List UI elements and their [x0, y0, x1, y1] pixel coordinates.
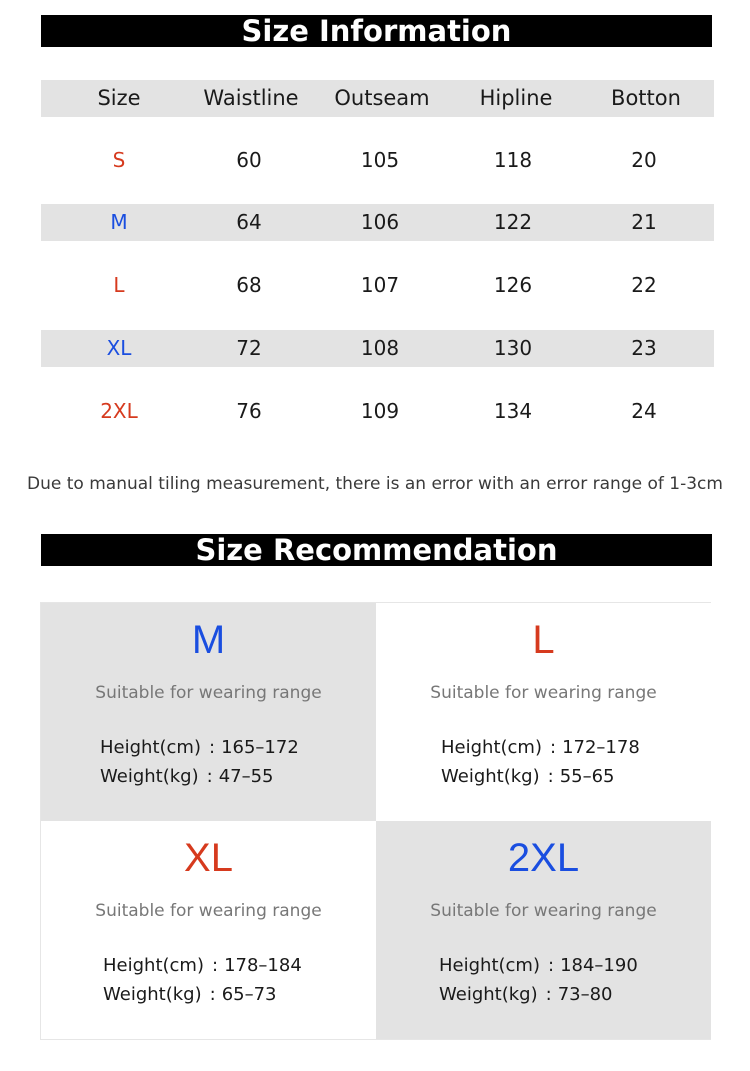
- height-value: 178–184: [224, 955, 302, 976]
- weight-range: [439, 984, 613, 1005]
- weight-range: [100, 766, 274, 787]
- waistline-cell: 72: [236, 336, 262, 360]
- waistline-cell: 68: [236, 273, 262, 297]
- weight-value: 47–55: [218, 766, 274, 787]
- card-size-label: 2XL: [507, 836, 580, 880]
- height-range: [103, 955, 302, 976]
- hipline-cell: 118: [493, 148, 533, 172]
- weight-range: [103, 984, 277, 1005]
- size-cell: L: [113, 273, 125, 297]
- recommendation-card-2xl: [376, 821, 711, 1039]
- card-subtitle: Suitable for wearing range: [430, 683, 657, 703]
- column-header-botton: Botton: [611, 86, 681, 110]
- hipline-cell: 122: [493, 210, 533, 234]
- weight-label: Weight(kg): [441, 766, 540, 787]
- botton-cell: 20: [631, 148, 657, 172]
- card-subtitle: Suitable for wearing range: [95, 683, 322, 703]
- size-information-title: Size Information: [241, 14, 512, 48]
- measurement-note: Due to manual tiling measurement, there is an error with an error range of 1-3cm: [27, 474, 723, 494]
- separator: :: [208, 737, 216, 758]
- botton-cell: 22: [631, 273, 657, 297]
- table-row: [41, 204, 714, 241]
- weight-range: [441, 766, 615, 787]
- outseam-cell: 105: [360, 148, 400, 172]
- height-label: Height(cm): [441, 737, 542, 758]
- height-range: [441, 737, 640, 758]
- separator: :: [545, 984, 552, 1005]
- separator: :: [209, 984, 216, 1005]
- botton-cell: 21: [631, 210, 657, 234]
- table-row: [41, 330, 714, 367]
- waistline-cell: 64: [236, 210, 262, 234]
- column-header-waistline: Waistline: [203, 86, 299, 110]
- hipline-cell: 130: [493, 336, 533, 360]
- outseam-cell: 108: [360, 336, 400, 360]
- height-label: Height(cm): [103, 955, 204, 976]
- outseam-cell: 106: [360, 210, 400, 234]
- column-header-hipline: Hipline: [479, 86, 553, 110]
- card-size-label: L: [532, 618, 555, 662]
- size-information-banner: [41, 15, 712, 47]
- weight-label: Weight(kg): [100, 766, 199, 787]
- size-cell: 2XL: [100, 399, 138, 423]
- size-recommendation-title: Size Recommendation: [195, 533, 558, 567]
- waistline-cell: 60: [236, 148, 262, 172]
- column-header-outseam: Outseam: [334, 86, 430, 110]
- size-cell: M: [110, 210, 128, 234]
- table-header-row: [41, 80, 714, 117]
- botton-cell: 23: [631, 336, 657, 360]
- table-row: [41, 142, 714, 179]
- height-range: [439, 955, 638, 976]
- recommendation-grid: [40, 602, 711, 1040]
- separator: :: [547, 955, 555, 976]
- card-size-label: M: [191, 618, 226, 662]
- table-row: [41, 267, 714, 304]
- recommendation-card-m: [41, 603, 376, 821]
- weight-label: Weight(kg): [103, 984, 202, 1005]
- separator: :: [547, 766, 554, 787]
- card-subtitle: Suitable for wearing range: [430, 901, 657, 921]
- recommendation-card-l: [376, 603, 711, 821]
- separator: :: [206, 766, 213, 787]
- separator: :: [211, 955, 219, 976]
- hipline-cell: 134: [493, 399, 533, 423]
- height-value: 172–178: [562, 737, 640, 758]
- size-recommendation-banner: [41, 534, 712, 566]
- height-label: Height(cm): [100, 737, 201, 758]
- size-cell: S: [112, 148, 126, 172]
- weight-value: 73–80: [557, 984, 613, 1005]
- waistline-cell: 76: [236, 399, 262, 423]
- size-cell: XL: [106, 336, 132, 360]
- height-range: [100, 737, 299, 758]
- weight-label: Weight(kg): [439, 984, 538, 1005]
- height-label: Height(cm): [439, 955, 540, 976]
- outseam-cell: 109: [360, 399, 400, 423]
- height-value: 165–172: [221, 737, 299, 758]
- recommendation-card-xl: [41, 821, 376, 1039]
- separator: :: [549, 737, 557, 758]
- outseam-cell: 107: [360, 273, 400, 297]
- height-value: 184–190: [560, 955, 638, 976]
- weight-value: 65–73: [221, 984, 277, 1005]
- botton-cell: 24: [631, 399, 657, 423]
- card-size-label: XL: [184, 836, 233, 880]
- column-header-size: Size: [97, 86, 141, 110]
- size-table: [41, 80, 714, 430]
- weight-value: 55–65: [559, 766, 615, 787]
- hipline-cell: 126: [493, 273, 533, 297]
- card-subtitle: Suitable for wearing range: [95, 901, 322, 921]
- table-row: [41, 393, 714, 430]
